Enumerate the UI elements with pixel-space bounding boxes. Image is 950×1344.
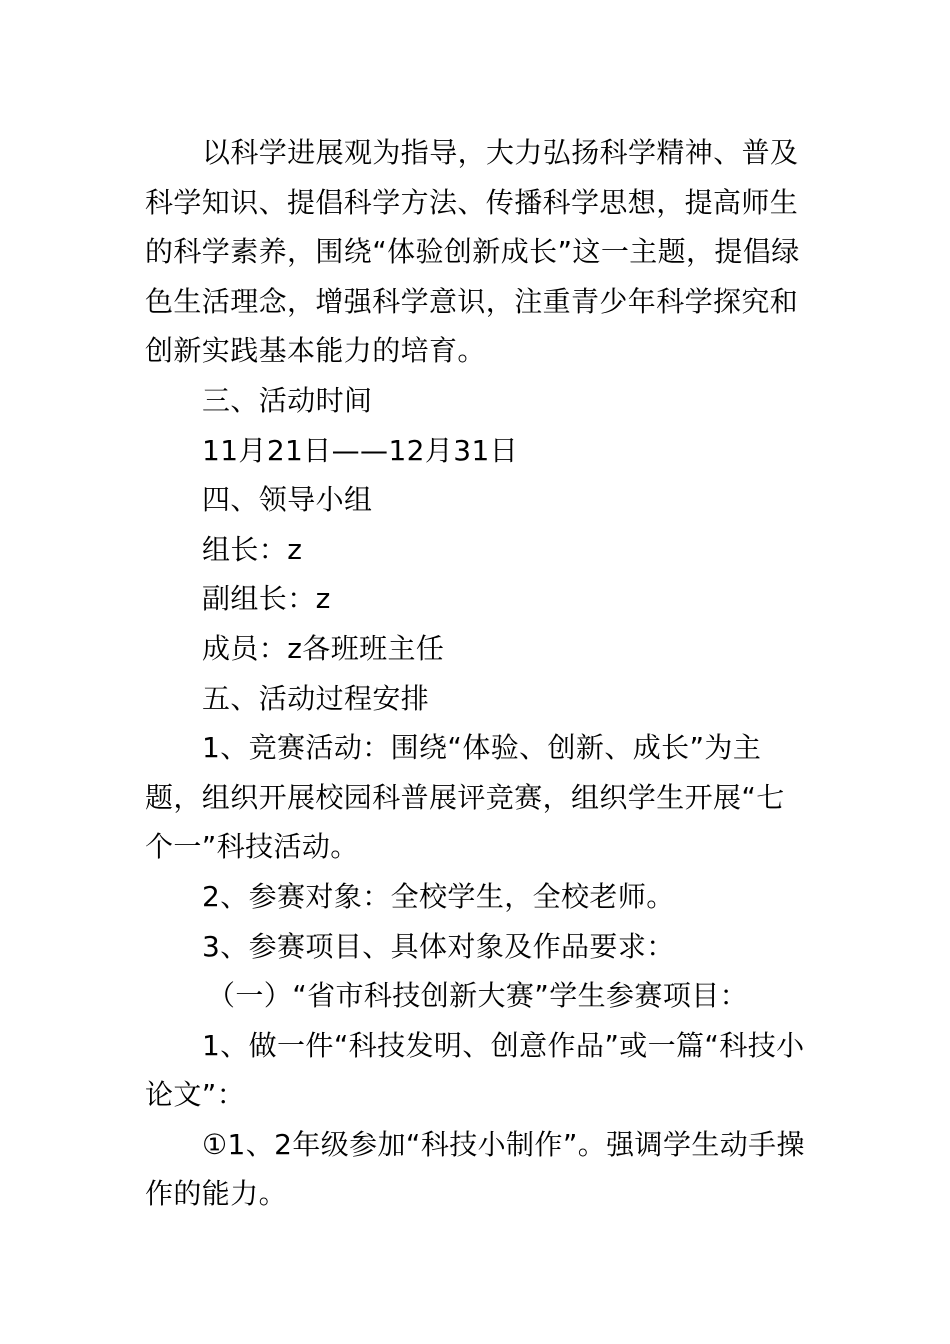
section-heading-activity-arrangement: 五、活动过程安排 xyxy=(202,681,430,715)
group-leader-line: 组长：z xyxy=(202,532,303,566)
item-invention-or-paper: 1、做一件“科技发明、创意作品”或一篇“科技小论文”： xyxy=(145,1028,805,1112)
item-grade-1-2-craft: ①1、2年级参加“科技小制作”。强调学生动手操作的能力。 xyxy=(145,1127,805,1211)
activity-date-range: 11月21日——12月31日 xyxy=(202,433,519,467)
intro-paragraph: 以科学进展观为指导，大力弘扬科学精神、普及科学知识、提倡科学方法、传播科学思想，提高师生的科学素养，围绕“体验创新成长”这一主题，提倡绿色生活理念，增强科学意识，注重青少年科学探究和创新实践基本能力的培育。 xyxy=(145,136,800,368)
deputy-leader-line: 副组长：z xyxy=(202,582,331,616)
project-requirements-heading: 3、参赛项目、具体对象及作品要求： xyxy=(202,929,675,963)
section-heading-leadership-group: 四、领导小组 xyxy=(202,483,373,517)
members-line: 成员：z各班班主任 xyxy=(202,631,445,665)
section-heading-activity-time: 三、活动时间 xyxy=(202,383,373,417)
subsection-heading-innovation-contest: （一）“省市科技创新大赛”学生参赛项目： xyxy=(207,979,749,1013)
competition-activity-paragraph: 1、竞赛活动：围绕“体验、创新、成长”为主题，组织开展校园科普展评竞赛，组织学生开展“七个一”科技活动。 xyxy=(145,731,785,864)
document-body xyxy=(145,128,809,1219)
participants-paragraph: 2、参赛对象：全校学生，全校老师。 xyxy=(202,879,675,913)
